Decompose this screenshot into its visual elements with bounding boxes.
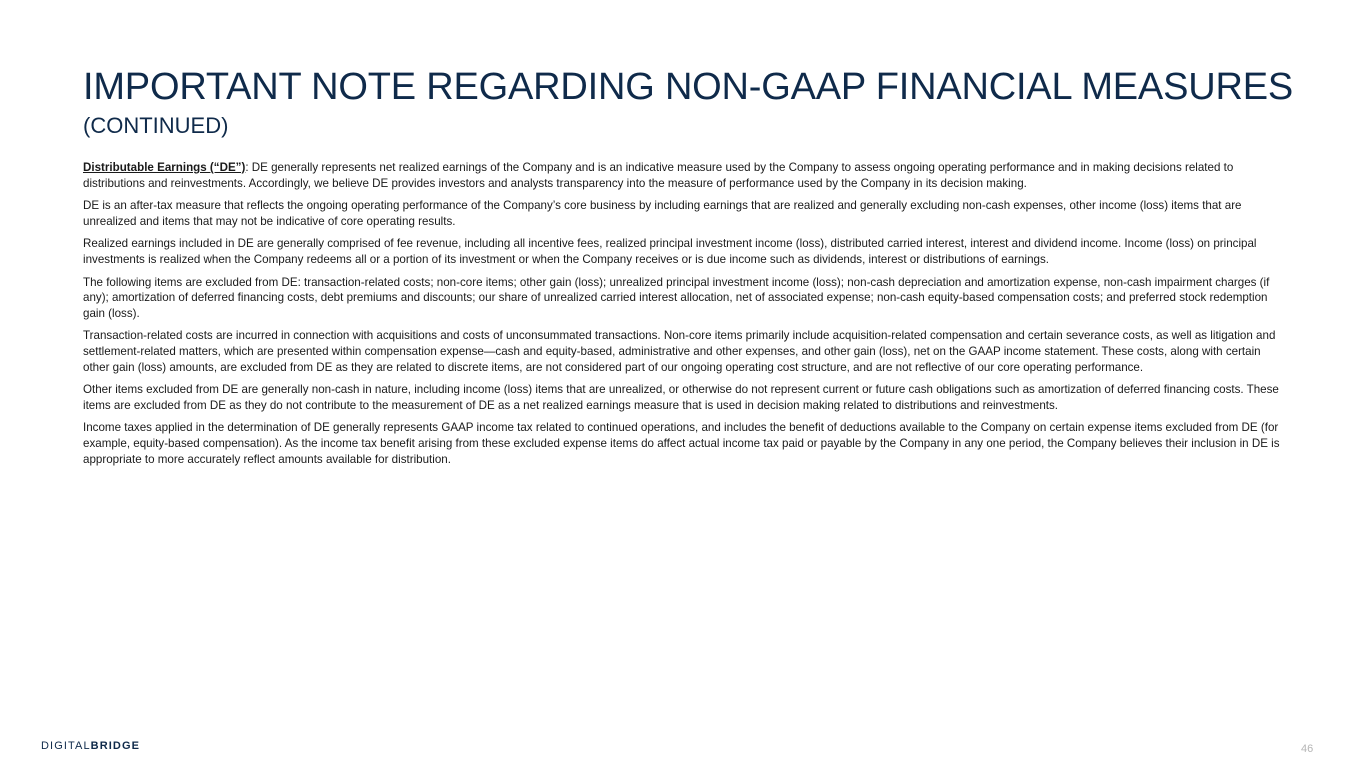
page-subtitle: (CONTINUED): [83, 113, 229, 138]
digitalbridge-logo: [41, 739, 140, 753]
paragraph-realized-earnings: Realized earnings included in DE are generally comprised of fee revenue, including all incentive fees, realized principal investment income (loss), distributed carried interest, interest and dividend income. Income (loss) on principal investments is realized when the Company redeems all or a portion of its investment or when the Company receives or is due income such as dividends, interest or distributions of earnings.: [83, 237, 1257, 266]
paragraph-after-tax-measure: DE is an after-tax measure that reflects the ongoing operating performance of the Company’s core business by including earnings that are realized and generally excluding non-cash expenses, other income (loss) items that are unrealized and items that may not be indicative of core operating results.: [83, 199, 1242, 228]
paragraph-income-taxes: Income taxes applied in the determination of DE generally represents GAAP income tax related to continued operations, and includes the benefit of deductions available to the Company on certain expense items excluded from DE (for example, equity-based compensation). As the income tax benefit arising from these excluded expense items do affect actual income tax paid or payable by the Company in any one period, the Company believes their inclusion in DE is appropriate to more accurately reflect amounts available for distribution.: [83, 421, 1280, 466]
paragraph-other-items: Other items excluded from DE are generally non-cash in nature, including income (loss) items that are unrealized, or otherwise do not represent current or future cash obligations such as amortization of deferred financing costs. These items are excluded from DE as they do not contribute to the measurement of DE as a net realized earnings measure that is used in decision making related to distributions and reinvestments.: [83, 383, 1279, 412]
page-number: 46: [1301, 743, 1314, 755]
intro-definition: : DE generally represents net realized earnings of the Company and is an indicative measure used by the Company to assess ongoing operating performance and in making decisions related to distributions and reinvestments. Accordingly, we believe DE provides investors and analysts transparency into the measure of performance used by the Company in its decision making.: [83, 161, 1234, 190]
paragraph-intro: [83, 160, 1288, 191]
body-text: [83, 160, 1288, 474]
page-title: IMPORTANT NOTE REGARDING NON-GAAP FINANCIAL MEASURES: [83, 66, 1293, 108]
logo-text-digital: DIGITAL: [41, 740, 91, 752]
paragraph-transaction-costs: Transaction-related costs are incurred in connection with acquisitions and costs of unconsummated transactions. Non-core items primarily include acquisition-related compensation and certain severance costs, as well as litigation and settlement-related matters, which are presented within compensation expense—cash and equity-based, administrative and other expenses, and other gain (loss), net on the GAAP income statement. These costs, along with certain other gain (loss) amounts, are excluded from DE as they are related to discrete items, are not considered part of our ongoing operating cost structure, and are not reflective of our core operating performance.: [83, 329, 1276, 374]
paragraph-excluded-items: The following items are excluded from DE: transaction-related costs; non-core items; other gain (loss); unrealized principal investment income (loss); non-cash depreciation and amortization expense, non-cash impairment charges (if any); amortization of deferred financing costs, debt premiums and discounts; our share of unrealized carried interest allocation, net of associated expense; non-cash equity-based compensation costs; and preferred stock redemption gain (loss).: [83, 275, 1270, 320]
logo-text-bridge: BRIDGE: [90, 740, 141, 752]
term-distributable-earnings: Distributable Earnings (“DE”): [83, 161, 246, 174]
